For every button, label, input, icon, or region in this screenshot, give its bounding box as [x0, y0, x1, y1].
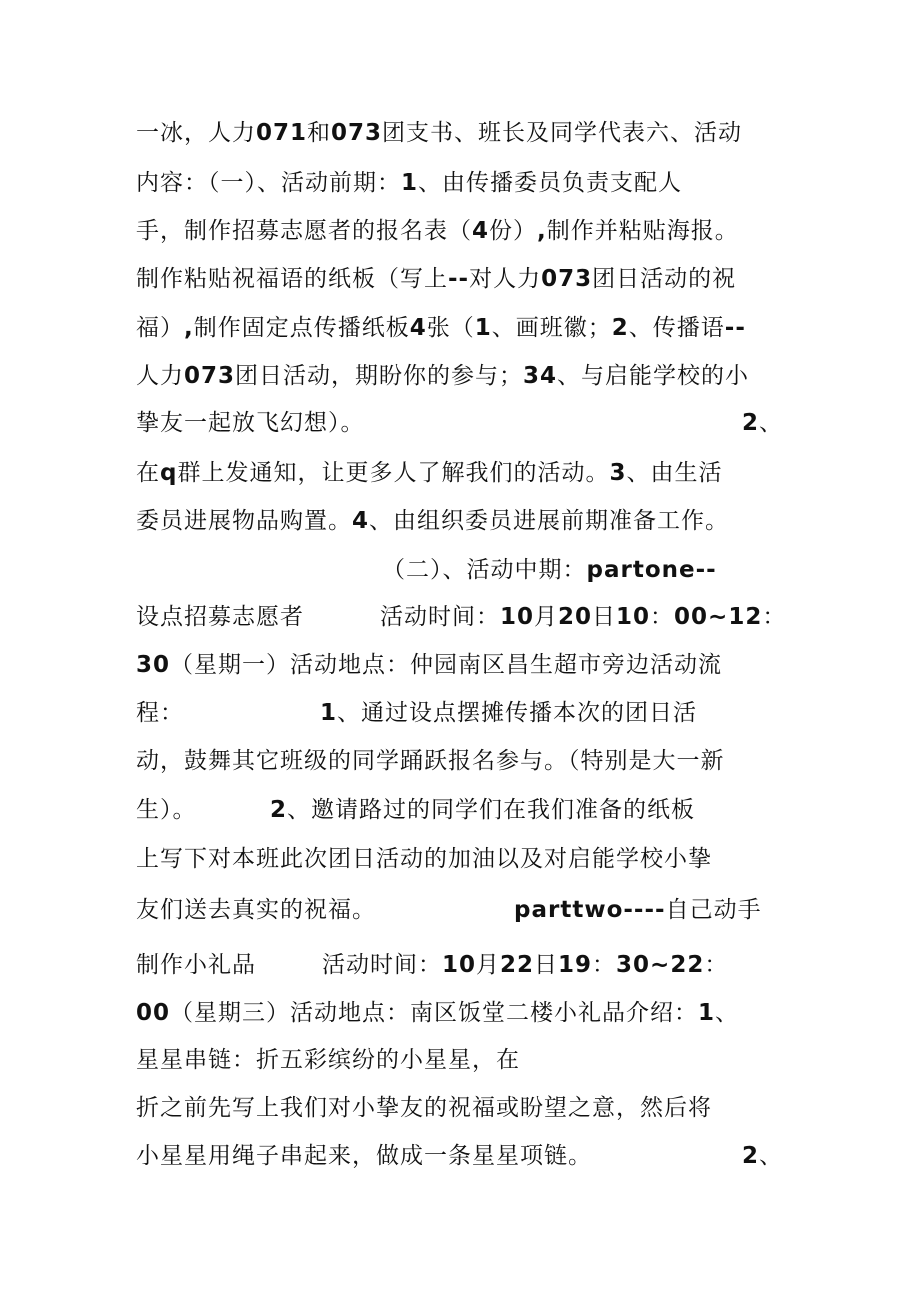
bold-text-segment: 4 [352, 508, 370, 534]
text-segment: 友们送去真实的祝福。 [136, 897, 376, 923]
bold-text-segment: 2 [742, 1143, 760, 1169]
text-line [136, 1045, 520, 1075]
text-line [514, 895, 762, 925]
bold-text-segment: -- [448, 266, 470, 292]
text-segment: 张（ [426, 315, 475, 341]
text-segment: ： [762, 604, 787, 630]
text-segment: ： [592, 952, 617, 978]
text-line [136, 650, 722, 680]
text-segment: 和 [307, 120, 332, 146]
text-segment: 内容：（一）、活动前期： [136, 170, 401, 196]
bold-text-segment: , [537, 218, 547, 244]
text-segment: 星星串链：折五彩缤纷的小星星，在 [136, 1047, 520, 1073]
text-line [136, 1093, 712, 1123]
bold-text-segment: , [184, 315, 194, 341]
text-segment: 折之前先写上我们对小挚友的祝福或盼望之意，然后将 [136, 1095, 712, 1121]
text-segment: 、由组织委员进展前期准备工作。 [369, 508, 730, 534]
text-segment: （星期三）活动地点：南区饭堂二楼小礼品介绍： [170, 1000, 699, 1026]
bold-text-segment: -- [724, 315, 746, 341]
text-segment: 份） [489, 218, 538, 244]
bold-text-segment: 30~22 [616, 952, 705, 978]
text-segment: 设点招募志愿者 [136, 604, 304, 630]
text-segment: 月 [476, 952, 501, 978]
text-segment: 程： [136, 700, 184, 726]
text-segment: 动，鼓舞其它班级的同学踊跃报名参与。（特别是大一新 [136, 748, 725, 774]
text-segment: 、 [759, 1143, 784, 1169]
text-segment: 日 [592, 604, 617, 630]
text-segment: 、 [715, 1000, 740, 1026]
text-line [136, 118, 742, 148]
text-segment: 制作粘贴祝福语的纸板（写上 [136, 266, 448, 292]
bold-text-segment: 1 [698, 1000, 716, 1026]
text-line [136, 895, 376, 925]
text-line [136, 216, 739, 246]
bold-text-segment: partone-- [586, 557, 717, 583]
bold-text-segment: 22 [500, 952, 535, 978]
text-line [136, 746, 725, 776]
text-line [742, 408, 783, 438]
bold-text-segment: 10 [616, 604, 651, 630]
bold-text-segment: 4 [472, 218, 490, 244]
text-segment: 制作固定点传播纸板 [193, 315, 410, 341]
bold-text-segment: 00 [136, 1000, 171, 1026]
bold-text-segment: 00~12 [674, 604, 763, 630]
text-line [136, 795, 197, 825]
text-segment: 、由生活 [626, 460, 723, 486]
text-segment: 日 [534, 952, 559, 978]
bold-text-segment: 2 [611, 315, 629, 341]
text-segment: 小星星用绳子串起来，做成一条星星项链。 [136, 1143, 592, 1169]
text-line [270, 795, 695, 825]
text-line [322, 950, 728, 980]
text-line [136, 458, 722, 488]
text-line [136, 313, 746, 343]
bold-text-segment: 1 [474, 315, 492, 341]
text-segment: 生）。 [136, 797, 197, 823]
bold-text-segment: q [160, 460, 178, 486]
bold-text-segment: 073 [541, 266, 593, 292]
text-line [136, 698, 184, 728]
bold-text-segment: 10 [442, 952, 477, 978]
bold-text-segment: 2 [270, 797, 288, 823]
bold-text-segment: 10 [500, 604, 535, 630]
bold-text-segment: 073 [184, 363, 236, 389]
text-line [136, 361, 749, 391]
bold-text-segment: 1 [401, 170, 419, 196]
text-line [136, 950, 256, 980]
text-segment: 制作并粘贴海报。 [546, 218, 739, 244]
text-segment: 、由传播委员负责支配人 [418, 170, 683, 196]
bold-text-segment: 19 [558, 952, 593, 978]
bold-text-segment: 30 [136, 652, 171, 678]
text-segment: 、画班徽； [491, 315, 612, 341]
text-segment: 团支书、班长及同学代表六、活动 [382, 120, 743, 146]
bold-text-segment: 073 [331, 120, 383, 146]
text-segment: 月 [534, 604, 559, 630]
text-segment: 委员进展物品购置。 [136, 508, 352, 534]
text-segment: 手，制作招募志愿者的报名表（ [136, 218, 472, 244]
text-segment: 活动时间： [322, 952, 442, 978]
text-segment: 上写下对本班此次团日活动的加油以及对启能学校小挚 [136, 846, 712, 872]
text-segment: 、通过设点摆摊传播本次的团日活 [337, 700, 698, 726]
bold-text-segment: 1 [320, 700, 338, 726]
text-segment: 在 [136, 460, 160, 486]
text-segment: ： [704, 952, 729, 978]
bold-text-segment: 3 [609, 460, 627, 486]
bold-text-segment: 4 [409, 315, 427, 341]
text-line [136, 844, 712, 874]
text-line [382, 555, 717, 585]
text-line [742, 1141, 783, 1171]
text-line [136, 602, 304, 632]
text-segment: 福） [136, 315, 184, 341]
text-line [136, 1141, 592, 1171]
bold-text-segment: 2 [742, 410, 760, 436]
text-segment: 群上发通知，让更多人了解我们的活动。 [177, 460, 610, 486]
text-segment: ： [650, 604, 675, 630]
text-segment: 、与启能学校的小 [557, 363, 750, 389]
text-segment: 对人力 [469, 266, 542, 292]
text-segment: 活动时间： [380, 604, 500, 630]
bold-text-segment: 34 [523, 363, 558, 389]
text-line [136, 168, 682, 198]
text-line [380, 602, 786, 632]
bold-text-segment: parttwo---- [514, 897, 666, 923]
bold-text-segment: 20 [558, 604, 593, 630]
text-segment: 一冰，人力 [136, 120, 256, 146]
text-segment: 制作小礼品 [136, 952, 256, 978]
text-segment: 、传播语 [628, 315, 725, 341]
bold-text-segment: 071 [256, 120, 308, 146]
text-line [320, 698, 697, 728]
text-segment: 团日活动，期盼你的参与； [235, 363, 524, 389]
text-segment: 团日活动的祝 [592, 266, 737, 292]
text-segment: 挚友一起放飞幻想）。 [136, 410, 365, 436]
text-line [136, 264, 736, 294]
text-segment: （星期一）活动地点：仲园南区昌生超市旁边活动流 [170, 652, 723, 678]
text-segment: （二）、活动中期： [382, 557, 587, 583]
text-line [136, 408, 365, 438]
text-line [136, 998, 739, 1028]
text-segment: 、邀请路过的同学们在我们准备的纸板 [287, 797, 696, 823]
text-segment: 、 [759, 410, 784, 436]
text-segment: 人力 [136, 363, 184, 389]
text-segment: 自己动手 [665, 897, 762, 923]
text-line [136, 506, 729, 536]
